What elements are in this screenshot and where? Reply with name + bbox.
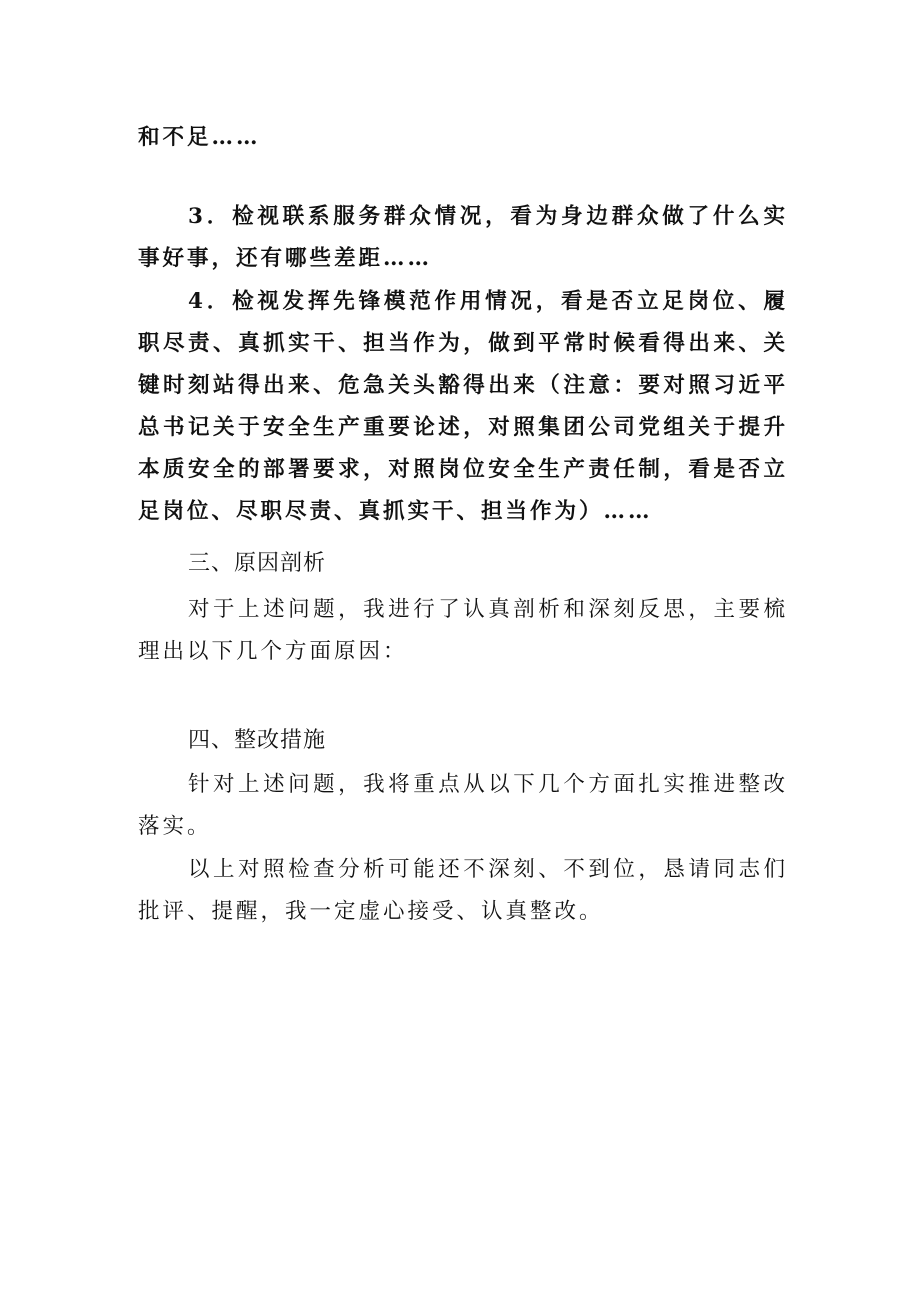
paragraph-cause-analysis: 对于上述问题，我进行了认真剖析和深刻反思，主要梳理出以下几个方面原因：: [138, 597, 788, 664]
section-heading-cause-analysis: 三、原因剖析: [188, 551, 327, 576]
paragraph-closing: 以上对照检查分析可能还不深刻、不到位，恳请同志们批评、提醒，我一定虚心接受、认真整改。: [138, 857, 788, 924]
paragraph-item-3: 3．检视联系服务群众情况，看为身边群众做了什么实事好事，还有哪些差距……: [138, 204, 788, 271]
paragraph-continuation: 和不足……: [138, 125, 261, 150]
section-heading-rectification: 四、整改措施: [188, 728, 327, 753]
paragraph-item-4: 4．检视发挥先锋模范作用情况，看是否立足岗位、履职尽责、真抓实干、担当作为，做到平常时候看得出来、关键时刻站得出来、危急关头豁得出来（注意：要对照习近平总书记关于安全生产重要论述，对照集团公司党组关于提升本质安全的部署要求，对照岗位安全生产责任制，看是否立足岗位、尽职尽责、真抓实干、担当作为）……: [138, 289, 788, 524]
paragraph-rectification: 针对上述问题，我将重点从以下几个方面扎实推进整改落实。: [138, 772, 788, 839]
